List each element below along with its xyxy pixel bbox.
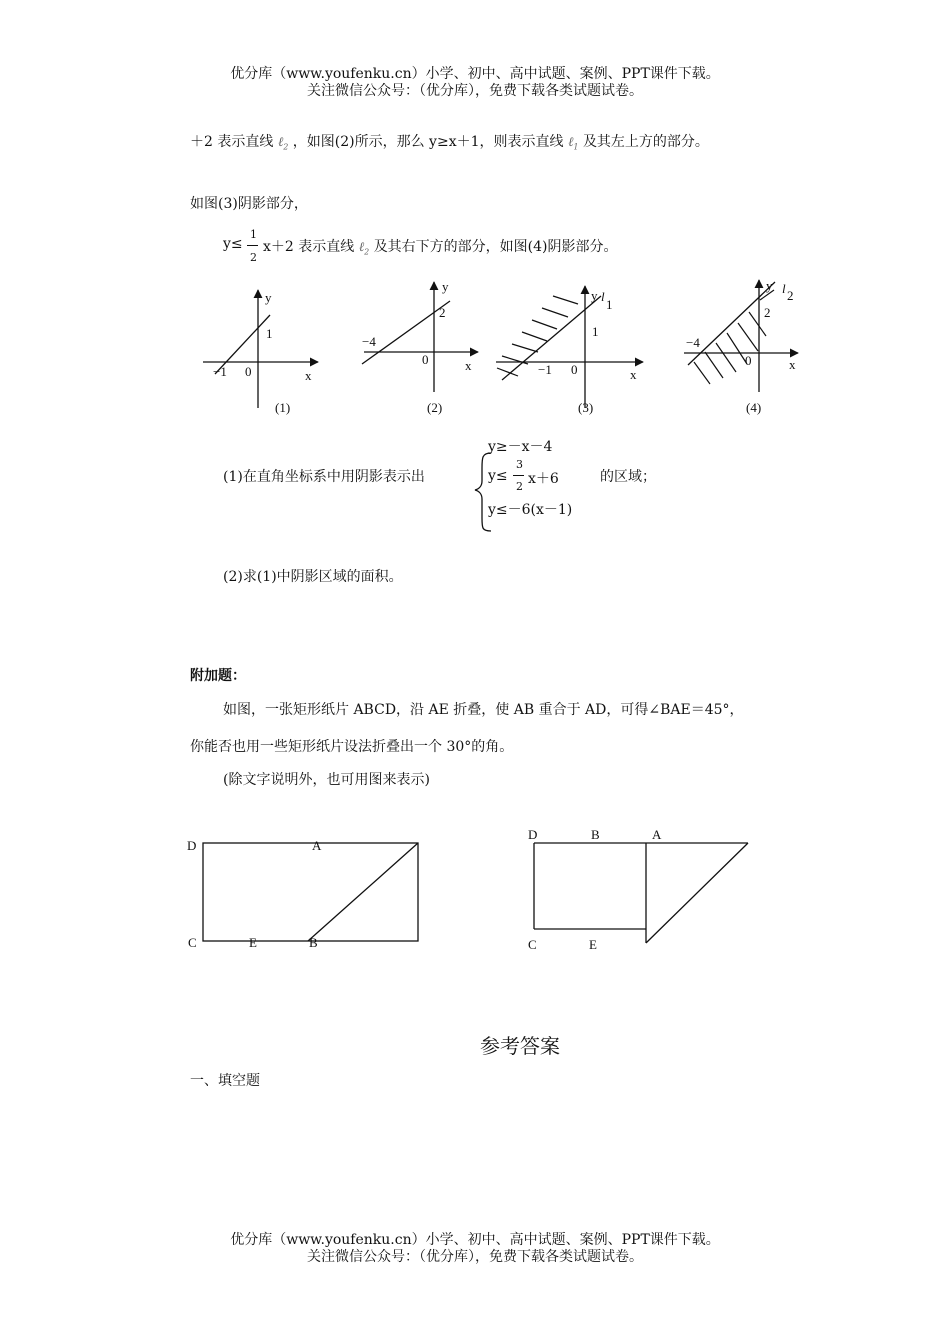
graph-3-line-label: l	[601, 289, 605, 304]
graph-4-hatching	[694, 290, 774, 384]
line-l1-symbol: ℓ$_1$	[567, 135, 579, 152]
bonus-title: 附加题：	[190, 668, 246, 684]
fold-left-rect	[203, 843, 418, 941]
graph-3-x-label: x	[630, 367, 637, 382]
ineq-2-den: 2	[516, 480, 523, 493]
fold-left-label-d: D	[187, 838, 197, 853]
graph-1-y-label: y	[265, 290, 272, 305]
graph-3-y-label: y	[591, 288, 598, 303]
line-l2-symbol-2: ℓ$_2$	[358, 240, 370, 257]
graph-3-hatch	[532, 320, 557, 329]
graph-4-hatch	[716, 343, 736, 372]
intro-frac-den: 2	[250, 251, 257, 264]
intro-line-3-c: 及其右下方的部分，如图(4)阴影部分。	[373, 239, 618, 255]
graph-4-x-label: x	[789, 357, 796, 372]
graph-3-y-tick: 1	[592, 324, 599, 339]
graph-3-x-tick: −1	[538, 362, 552, 377]
answers-section-1: 一、填空题	[190, 1073, 260, 1089]
graph-1-origin: 0	[245, 364, 252, 379]
ineq-2-a: y≤	[488, 468, 508, 484]
intro-line-3-a: y≤	[223, 236, 243, 252]
graph-4-hatch	[738, 323, 758, 351]
graph-2-x-tick: −4	[362, 334, 376, 349]
ineq-2-b: x＋6	[528, 471, 559, 487]
graph-1-x-label: x	[305, 368, 312, 383]
problem-1-suffix: 的区域；	[600, 469, 656, 485]
header-line-2: 关注微信公众号：（优分库），免费下载各类试题试卷。	[307, 83, 643, 99]
graph-3-hatch	[542, 308, 568, 317]
fold-left-label-c: C	[188, 935, 197, 950]
intro-line-3-b: x＋2 表示直线	[263, 239, 355, 255]
graph-3-hatch	[553, 296, 578, 304]
graph-4-line-label: l	[782, 281, 786, 296]
fold-left-label-a: A	[312, 838, 322, 853]
fold-figure-left	[187, 838, 418, 950]
graph-2-origin: 0	[422, 352, 429, 367]
answers-title: 参考答案	[480, 1034, 560, 1058]
header-line-1: 优分库（www.youfenku.cn）小学、初中、高中试题、案例、PPT课件下载。	[230, 66, 720, 82]
fold-right-label-e: E	[589, 937, 597, 952]
fold-right-label-d: D	[528, 827, 538, 842]
bonus-line-3: (除文字说明外，也可用图来表示)	[223, 772, 430, 788]
graph-4-hatch	[705, 352, 723, 378]
ineq-3: y≤－6(x－1)	[488, 502, 573, 518]
graph-1	[203, 290, 318, 415]
graph-1-caption: (1)	[275, 400, 291, 415]
fold-figure-right	[528, 827, 748, 952]
fold-right-diagonal	[646, 843, 748, 943]
graph-3-hatch	[502, 356, 528, 364]
graph-3	[496, 286, 643, 415]
graph-3-line-sub: 1	[606, 297, 613, 312]
graph-4-x-tick: −4	[686, 335, 700, 350]
problem-1-prefix: (1)在直角坐标系中用阴影表示出	[223, 469, 425, 485]
problem-2: (2)求(1)中阴影区域的面积。	[223, 569, 403, 585]
ineq-2-frac-bar	[513, 475, 524, 476]
graph-4	[684, 278, 798, 415]
intro-text-b: ，如图(2)所示，那么 y≥x＋1，则表示直线	[292, 134, 564, 150]
ineq-2-num: 3	[516, 458, 523, 471]
bonus-line-2: 你能否也用一些矩形纸片设法折叠出一个 30°的角。	[190, 739, 514, 755]
bonus-line-1: 如图，一张矩形纸片 ABCD，沿 AE 折叠，使 AB 重合于 AD，可得∠BAE＝45°，	[223, 702, 744, 718]
graph-3-caption: (3)	[578, 400, 594, 415]
graph-4-caption: (4)	[746, 400, 762, 415]
graph-4-line-sub: 2	[787, 288, 794, 303]
graph-3-origin: 0	[571, 362, 578, 377]
graph-4-hatch	[694, 362, 710, 384]
graph-2-y-label: y	[442, 279, 449, 294]
graph-2	[362, 279, 478, 415]
intro-text-a: ＋2 表示直线	[190, 134, 274, 150]
graph-3-hatch	[512, 344, 538, 352]
fold-left-crease	[308, 843, 418, 941]
fold-right-label-b: B	[591, 827, 600, 842]
graph-3-hatch	[522, 332, 547, 341]
graph-4-y-label: y	[766, 278, 773, 293]
intro-frac-num: 1	[250, 228, 257, 241]
intro-text-c: 及其左上方的部分。	[582, 134, 709, 150]
fold-right-label-c: C	[528, 937, 537, 952]
fold-right-label-a: A	[652, 827, 662, 842]
fold-left-label-b: B	[309, 935, 318, 950]
graph-4-hatch	[727, 333, 747, 364]
footer-line-1: 优分库（www.youfenku.cn）小学、初中、高中试题、案例、PPT课件下载。	[230, 1232, 720, 1248]
graph-2-x-label: x	[465, 358, 472, 373]
graph-1-x-tick: −1	[213, 364, 227, 379]
graph-1-y-tick: 1	[266, 326, 273, 341]
graph-4-origin: 0	[745, 353, 752, 368]
system-brace	[475, 453, 491, 531]
ineq-1: y≥－x－4	[488, 439, 553, 455]
graph-2-line	[362, 301, 450, 364]
intro-line-2: 如图(3)阴影部分，	[190, 196, 308, 212]
footer-line-2: 关注微信公众号：（优分库），免费下载各类试题试卷。	[307, 1249, 643, 1265]
fold-left-label-e: E	[249, 935, 257, 950]
line-l2-symbol: ℓ$_2$	[277, 135, 289, 152]
graph-2-caption: (2)	[427, 400, 443, 415]
graph-4-y-tick: 2	[764, 305, 771, 320]
graph-2-y-tick: 2	[439, 305, 446, 320]
